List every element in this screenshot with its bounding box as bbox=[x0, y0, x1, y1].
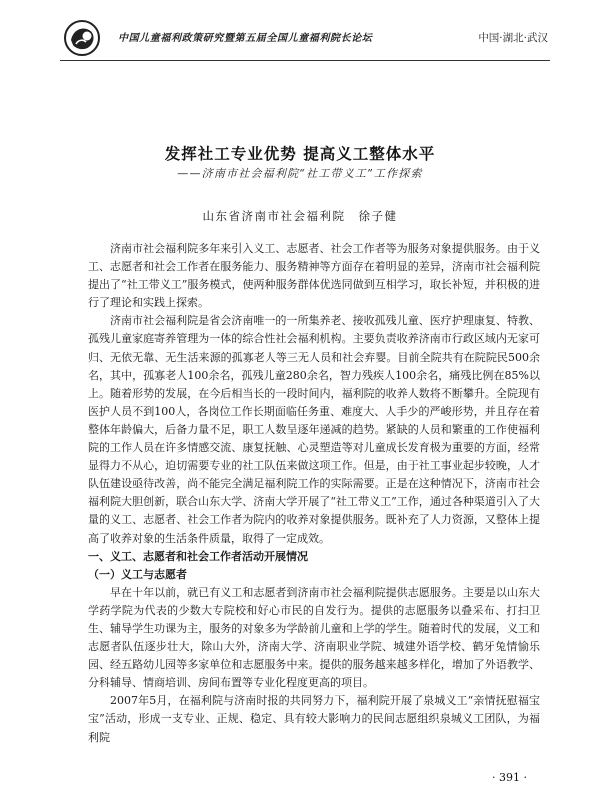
subsection-heading: （一）义工与志愿者 bbox=[88, 567, 187, 581]
paragraph-history: 早在十年以前，就已有义工和志愿者到济南市社会福利院提供志愿服务。主要是以山东大学药学院为代表的少数大专院校和好心市民的自发行为。提供的志愿服务以叠采布、打扫卫生、辅导学生功课为主，服务的对象多为学龄前儿童和上学的学生。随着时代的发展，义工和志愿者队伍逐步壮大，除山大外，济南大学、济南职业学院、城建外语学校、鹤牙兔情愉乐园、经五路幼儿园等多家单位和志愿服务中来。提供的服务越来越多样化，增加了外语教学、分科辅导、情商培训、房间布置等专业化程度更高的项目。 bbox=[88, 585, 540, 690]
section-heading: 一、义工、志愿者和社会工作者活动开展情况 bbox=[88, 549, 308, 563]
page-number: · 391 · bbox=[492, 771, 527, 784]
article-subtitle: ——济南市社会福利院“社工带义工”工作探索 bbox=[177, 167, 423, 180]
header-divider bbox=[60, 60, 550, 61]
paragraph-intro: 济南市社会福利院多年来引入义工、志愿者、社会工作者等为服务对象提供服务。由于义工、志愿者和社会工作者在服务能力、服务精神等方面存在着明显的差异，济南市社会福利院提出了“社工带义工”服务模式，使两种服务群体优选同做到互相学习，取长补短，并积极的进行了理论和实践上探索。 bbox=[88, 242, 540, 310]
running-header bbox=[60, 18, 550, 60]
header-location: 中国·湖北·武汉 bbox=[478, 32, 548, 44]
article-author: 山东省济南市社会福利院 徐子健 bbox=[202, 209, 398, 223]
paragraph-background: 济南市社会福利院是省会济南唯一的一所集养老、接收孤残儿童、医疗护理康复、特教、孤残儿童家庭寄养管理为一体的综合性社会福利机构。主要负责收养济南市行政区域内无家可归、无依无靠、无生活来源的孤寡老人等三无人员和社会弃婴。目前全院共有在院院民500余名，其中，孤寡老人100余名，孤残儿童280余名，智力残疾人100余名，痛残比例在85%以上。随着形势的发展，在今后相当长的一段时间内，福利院的收养人数将不断攀升。全院现有医护人员不到100人，各岗位工作长期面临任务重、难度大、人手少的严峻形势，并且存在着整体年龄偏大，后备力量不足，职工人数呈逐年递减的趋势。紧缺的人员和繁重的工作使福利院的工作人员在许多情感交流、康复抚触、心灵塑造等对儿童成长发育极为重要的方面，经常显得力不从心，迫切需要专业的社工队伍来做这项工作。但是，由于社工事业起步较晚，人才队伍建设亟待改善，尚不能完全满足福利院工作的实际需要。正是在这种情况下，济南市社会福利院大胆创新，联合山东大学、济南大学开展了“社工带义工”工作，通过各种渠道引入了大量的义工、志愿者、社会工作者为院内的收养对象提供服务。既补充了人力资源，又整体上提高了收养对象的生活条件质量，取得了一定成效。 bbox=[88, 314, 540, 545]
paragraph-2007: 2007年5月，在福利院与济南时报的共同努力下，福利院开展了泉城义工“亲情抚慰福宝宝”活动，形成一支专业、正规、稳定、具有较大影响力的民间志愿组织泉城义工团队，为福利院 bbox=[88, 694, 540, 744]
article-body bbox=[88, 240, 540, 747]
conference-logo-icon bbox=[62, 18, 102, 58]
article-title: 发挥社工专业优势 提高义工整体水平 bbox=[164, 144, 436, 163]
header-conference-title: 中国儿童福利政策研究暨第五届全国儿童福利院长论坛 bbox=[118, 33, 373, 44]
